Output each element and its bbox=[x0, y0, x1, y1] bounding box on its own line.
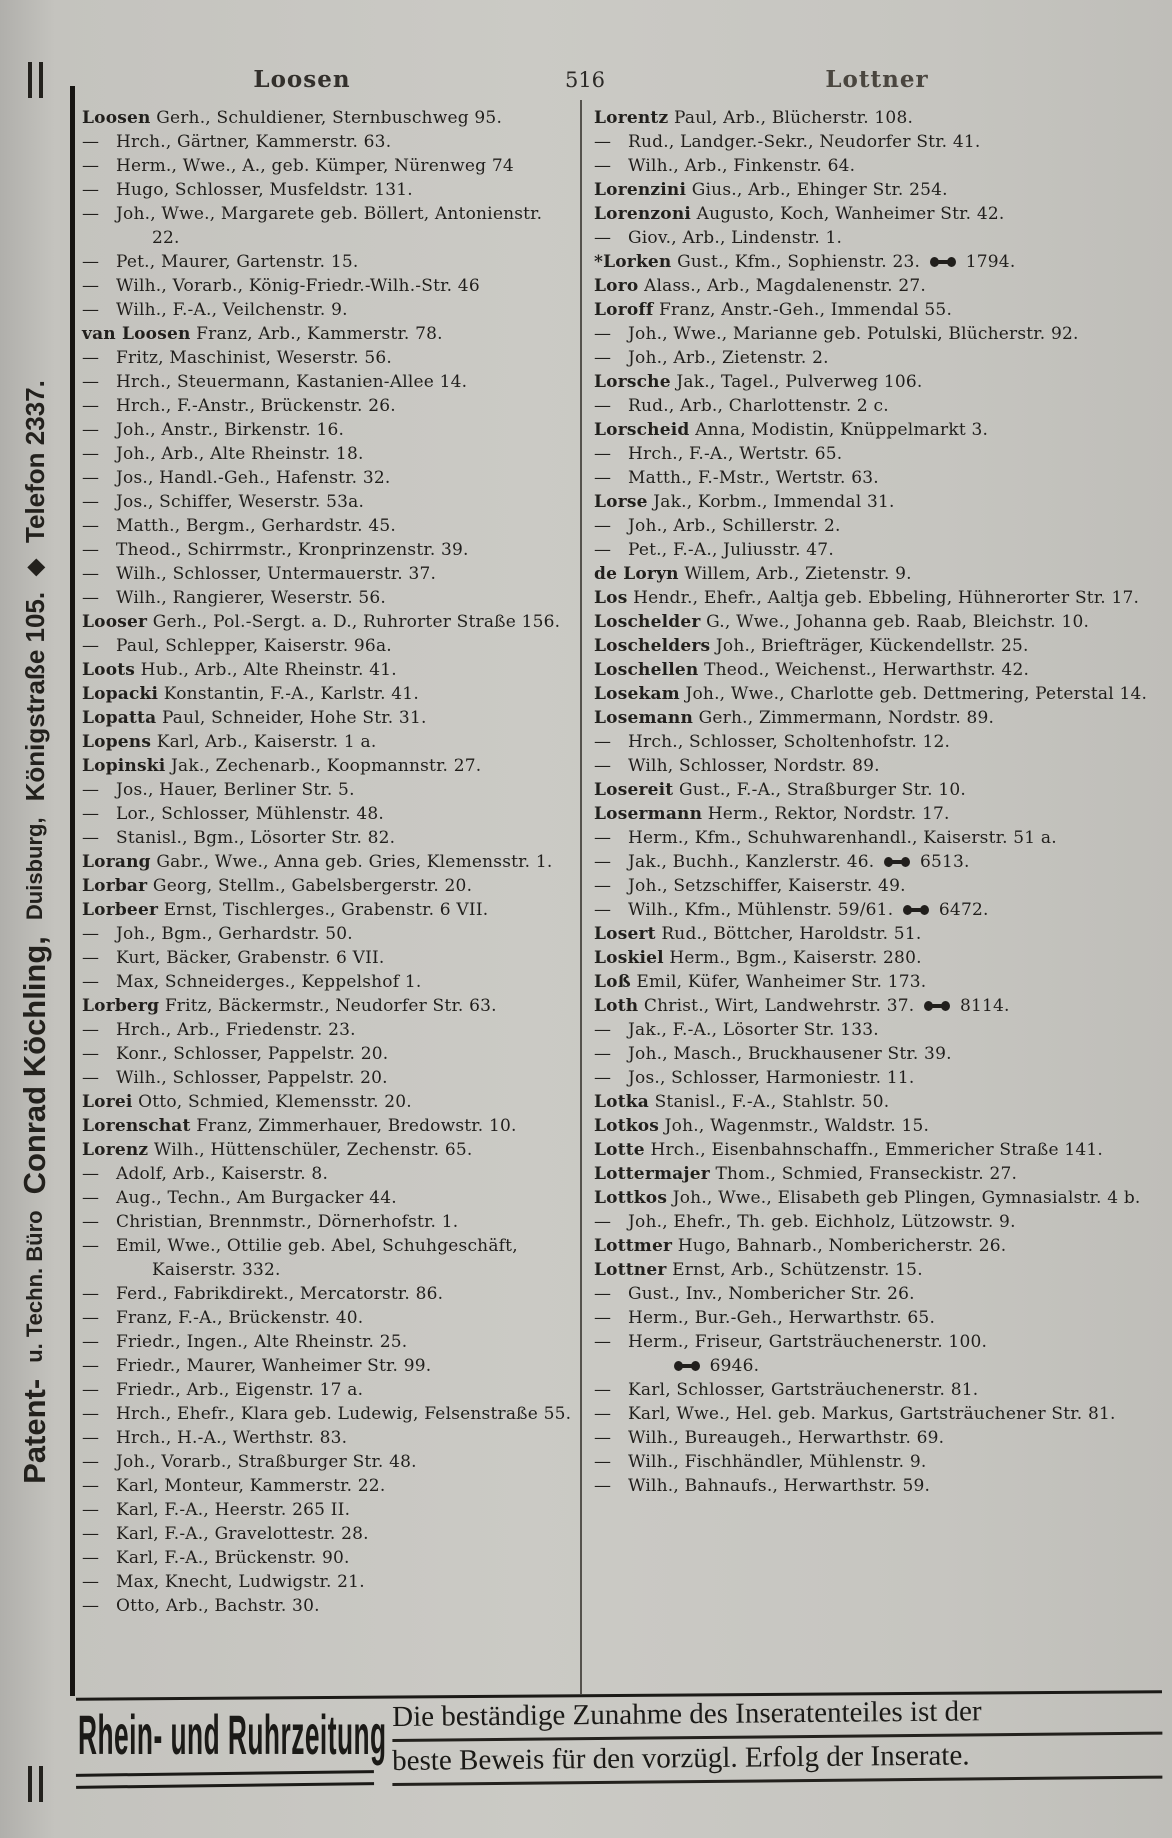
directory-entry: — Joh., Arb., Zietenstr. 2. bbox=[594, 348, 829, 368]
ditto-dash: — bbox=[82, 516, 100, 536]
telephone-icon bbox=[930, 257, 956, 267]
ditto-dash: — bbox=[594, 228, 612, 248]
surname: Lopacki bbox=[82, 684, 159, 704]
ditto-dash: — bbox=[594, 540, 612, 560]
directory-entry: — Ferd., Fabrikdirekt., Mercatorstr. 86. bbox=[82, 1284, 444, 1304]
directory-entry: — Konr., Schlosser, Pappelstr. 20. bbox=[82, 1044, 389, 1064]
directory-entry: — Theod., Schirrmstr., Kronprinzenstr. 39. bbox=[82, 540, 469, 560]
ditto-dash: — bbox=[82, 156, 100, 176]
directory-entry: — Wilh., Bahnaufs., Herwarthstr. 59. bbox=[594, 1476, 931, 1496]
directory-entry: Loots Hub., Arb., Alte Rheinstr. 41. bbox=[82, 660, 397, 680]
directory-entry: — Hrch., Arb., Friedenstr. 23. bbox=[82, 1020, 356, 1040]
ditto-dash: — bbox=[82, 1284, 100, 1304]
surname: Loschelder bbox=[594, 612, 701, 632]
sidebar-segment: Duisburg, bbox=[22, 817, 47, 921]
ditto-dash: — bbox=[82, 1476, 100, 1496]
ditto-dash: — bbox=[82, 828, 100, 848]
ditto-dash: — bbox=[594, 1476, 612, 1496]
surname: Lopatta bbox=[82, 708, 157, 728]
ditto-dash: — bbox=[82, 1524, 100, 1544]
surname: Loschelders bbox=[594, 636, 711, 656]
ditto-dash: — bbox=[82, 1212, 100, 1232]
surname: Lorbeer bbox=[82, 900, 159, 920]
directory-entry: — Matth., Bergm., Gerhardstr. 45. bbox=[82, 516, 396, 536]
directory-entry: Lotte Hrch., Eisenbahnschaffn., Emmericher Straße 141. bbox=[594, 1140, 1103, 1160]
ditto-dash: — bbox=[82, 1356, 100, 1376]
ditto-dash: — bbox=[82, 276, 100, 296]
directory-entry: Lorang Gabr., Wwe., Anna geb. Gries, Klemensstr. 1. bbox=[82, 852, 553, 872]
directory-entry: — Adolf, Arb., Kaiserstr. 8. bbox=[82, 1164, 329, 1184]
header-left-label: Loosen bbox=[253, 66, 351, 93]
surname: Loots bbox=[82, 660, 136, 680]
ditto-dash: — bbox=[82, 1404, 100, 1424]
directory-entry: Lorberg Fritz, Bäckermstr., Neudorfer Str. 63. bbox=[82, 996, 497, 1016]
directory-entry: *Lorken Gust., Kfm., Sophienstr. 23. 1794. bbox=[594, 252, 1016, 272]
directory-entry: — Herm., Bur.-Geh., Herwarthstr. 65. bbox=[594, 1308, 936, 1328]
surname: Loroff bbox=[594, 300, 654, 320]
directory-entry: — Wilh., Rangierer, Weserstr. 56. bbox=[82, 588, 387, 608]
directory-entry: Loth Christ., Wirt, Landwehrstr. 37. 8114. bbox=[594, 996, 1010, 1016]
ditto-dash: — bbox=[82, 1236, 100, 1256]
surname: Los bbox=[594, 588, 628, 608]
ditto-dash: — bbox=[82, 1068, 100, 1088]
ditto-dash: — bbox=[82, 924, 100, 944]
directory-entry: — Hrch., Schlosser, Scholtenhofstr. 12. bbox=[594, 732, 951, 752]
right-column bbox=[594, 106, 1160, 1498]
ditto-dash: — bbox=[594, 468, 612, 488]
directory-entry: Lotka Stanisl., F.-A., Stahlstr. 50. bbox=[594, 1092, 890, 1112]
directory-entry: Los Hendr., Ehefr., Aaltja geb. Ebbeling, Hühnerorter Str. 17. bbox=[594, 588, 1140, 608]
ditto-dash: — bbox=[82, 348, 100, 368]
ditto-dash: — bbox=[82, 564, 100, 584]
ditto-dash: — bbox=[594, 132, 612, 152]
ditto-dash: — bbox=[82, 1044, 100, 1064]
directory-entry: — Emil, Wwe., Ottilie geb. Abel, Schuhgeschäft, Kaiserstr. 332. bbox=[82, 1236, 518, 1280]
surname: Losekam bbox=[594, 684, 680, 704]
ditto-dash: — bbox=[82, 1428, 100, 1448]
directory-entry: — Max, Knecht, Ludwigstr. 21. bbox=[82, 1572, 365, 1592]
directory-entry: — Herm., Wwe., A., geb. Kümper, Nürenweg 74 bbox=[82, 156, 514, 176]
directory-entry: — Hrch., F.-Anstr., Brückenstr. 26. bbox=[82, 396, 396, 416]
directory-entry: — Wilh, Schlosser, Nordstr. 89. bbox=[594, 756, 880, 776]
telephone-icon bbox=[903, 905, 929, 915]
directory-entry: — Wilh., Vorarb., König-Friedr.-Wilh.-Str. 46 bbox=[82, 276, 480, 296]
surname: Loosen bbox=[82, 108, 151, 128]
directory-entry: — Rud., Landger.-Sekr., Neudorfer Str. 41. bbox=[594, 132, 981, 152]
column-divider-rule bbox=[580, 100, 582, 1694]
directory-entry: — Stanisl., Bgm., Lösorter Str. 82. bbox=[82, 828, 396, 848]
directory-entry: Losereit Gust., F.-A., Straßburger Str. 10. bbox=[594, 780, 966, 800]
ditto-dash: — bbox=[82, 1452, 100, 1472]
ditto-dash: — bbox=[82, 804, 100, 824]
directory-entry: — Wilh., Arb., Finkenstr. 64. bbox=[594, 156, 856, 176]
directory-entry: — Hrch., H.-A., Werthstr. 83. bbox=[82, 1428, 348, 1448]
directory-entry: Loschelders Joh., Briefträger, Kückendellstr. 25. bbox=[594, 636, 1029, 656]
directory-entry: — Hugo, Schlosser, Musfeldstr. 131. bbox=[82, 180, 413, 200]
directory-entry: — Pet., Maurer, Gartenstr. 15. bbox=[82, 252, 359, 272]
directory-entry: de Loryn Willem, Arb., Zietenstr. 9. bbox=[594, 564, 912, 584]
directory-entry: — Joh., Wwe., Marianne geb. Potulski, Blücherstr. 92. bbox=[594, 324, 1079, 344]
directory-entry: — Pet., F.-A., Juliusstr. 47. bbox=[594, 540, 834, 560]
surname: Lorscheid bbox=[594, 420, 690, 440]
directory-entry: — Wilh., F.-A., Veilchenstr. 9. bbox=[82, 300, 348, 320]
directory-entry: — Wilh., Schlosser, Pappelstr. 20. bbox=[82, 1068, 388, 1088]
left-column-thick-rule bbox=[70, 86, 75, 1696]
ditto-dash: — bbox=[594, 756, 612, 776]
directory-entry: — Joh., Anstr., Birkenstr. 16. bbox=[82, 420, 345, 440]
directory-entry: Lottner Ernst, Arb., Schützenstr. 15. bbox=[594, 1260, 923, 1280]
directory-entry: Losemann Gerh., Zimmermann, Nordstr. 89. bbox=[594, 708, 995, 728]
surname: Lotte bbox=[594, 1140, 645, 1160]
banner-slogan-line2: beste Beweis für den vorzügl. Erfolg der Inserate. bbox=[392, 1735, 1162, 1786]
header-right-label: Lottner bbox=[825, 66, 929, 93]
ditto-dash: — bbox=[82, 540, 100, 560]
ditto-dash: — bbox=[594, 1020, 612, 1040]
ditto-dash: — bbox=[594, 900, 612, 920]
ditto-dash: — bbox=[594, 1212, 612, 1232]
surname: Loschellen bbox=[594, 660, 699, 680]
surname: Loro bbox=[594, 276, 639, 296]
sidebar-rotated-text bbox=[0, 62, 70, 1802]
ditto-dash: — bbox=[594, 516, 612, 536]
ditto-dash: — bbox=[82, 396, 100, 416]
directory-entry: Lorse Jak., Korbm., Immendal 31. bbox=[594, 492, 895, 512]
ditto-dash: — bbox=[82, 1020, 100, 1040]
surname: Lopinski bbox=[82, 756, 166, 776]
sidebar-segment: Königstraße 105. bbox=[19, 591, 50, 802]
ditto-dash: — bbox=[82, 1572, 100, 1592]
ditto-dash: — bbox=[82, 1380, 100, 1400]
ditto-dash: — bbox=[594, 1404, 612, 1424]
telephone-number: 6472. bbox=[933, 900, 989, 920]
banner-slogan bbox=[392, 1695, 1162, 1786]
ditto-dash: — bbox=[594, 444, 612, 464]
surname: Lottner bbox=[594, 1260, 667, 1280]
surname: Lorsche bbox=[594, 372, 671, 392]
surname: Lotkos bbox=[594, 1116, 660, 1136]
ditto-dash: — bbox=[594, 1428, 612, 1448]
directory-entry: — Christian, Brennmstr., Dörnerhofstr. 1. bbox=[82, 1212, 459, 1232]
directory-entry: Lorenschat Franz, Zimmerhauer, Bredowstr. 10. bbox=[82, 1116, 517, 1136]
directory-entry: — Friedr., Maurer, Wanheimer Str. 99. bbox=[82, 1356, 432, 1376]
directory-entry: — Lor., Schlosser, Mühlenstr. 48. bbox=[82, 804, 384, 824]
directory-entry: Loskiel Herm., Bgm., Kaiserstr. 280. bbox=[594, 948, 922, 968]
surname: Losermann bbox=[594, 804, 703, 824]
ditto-dash: — bbox=[594, 1332, 612, 1352]
ditto-dash: — bbox=[82, 372, 100, 392]
ditto-dash: — bbox=[82, 492, 100, 512]
directory-entry: Lotkos Joh., Wagenmstr., Waldstr. 15. bbox=[594, 1116, 930, 1136]
ditto-dash: — bbox=[82, 180, 100, 200]
directory-entry: Looser Gerh., Pol.-Sergt. a. D., Ruhrorter Straße 156. bbox=[82, 612, 561, 632]
directory-entry: — Joh., Bgm., Gerhardstr. 50. bbox=[82, 924, 353, 944]
directory-entry: Loroff Franz, Anstr.-Geh., Immendal 55. bbox=[594, 300, 953, 320]
directory-entry: — Joh., Ehefr., Th. geb. Eichholz, Lützowstr. 9. bbox=[594, 1212, 1016, 1232]
surname: Lorenz bbox=[82, 1140, 149, 1160]
directory-entry: — Wilh., Bureaugeh., Herwarthstr. 69. bbox=[594, 1428, 945, 1448]
directory-entry: — Fritz, Maschinist, Weserstr. 56. bbox=[82, 348, 392, 368]
left-column bbox=[82, 106, 574, 1618]
directory-entry: — Gust., Inv., Nombericher Str. 26. bbox=[594, 1284, 915, 1304]
ditto-dash: — bbox=[82, 972, 100, 992]
surname: Lorberg bbox=[82, 996, 160, 1016]
sidebar-double-rule-bottom bbox=[28, 1766, 43, 1802]
surname: Looser bbox=[82, 612, 148, 632]
surname: Lottkos bbox=[594, 1188, 668, 1208]
telephone-icon bbox=[674, 1361, 700, 1371]
directory-entry: — Jos., Handl.-Geh., Hafenstr. 32. bbox=[82, 468, 391, 488]
directory-entry: — Joh., Arb., Schillerstr. 2. bbox=[594, 516, 841, 536]
ditto-dash: — bbox=[82, 444, 100, 464]
directory-entry: — Karl, F.-A., Brückenstr. 90. bbox=[82, 1548, 350, 1568]
directory-entry: — Max, Schneiderges., Keppelshof 1. bbox=[82, 972, 422, 992]
telephone-number: 8114. bbox=[954, 996, 1010, 1016]
directory-entry: — Karl, Monteur, Kammerstr. 22. bbox=[82, 1476, 386, 1496]
directory-entry: — Jos., Schlosser, Harmoniestr. 11. bbox=[594, 1068, 915, 1088]
ditto-dash: — bbox=[82, 468, 100, 488]
directory-entry: — Hrch., Steuermann, Kastanien-Allee 14. bbox=[82, 372, 468, 392]
ditto-dash: — bbox=[594, 732, 612, 752]
surname: de Loryn bbox=[594, 564, 679, 584]
directory-entry: Losert Rud., Böttcher, Haroldstr. 51. bbox=[594, 924, 922, 944]
directory-entry: Lopens Karl, Arb., Kaiserstr. 1 a. bbox=[82, 732, 377, 752]
directory-entry: Lorscheid Anna, Modistin, Knüppelmarkt 3. bbox=[594, 420, 989, 440]
directory-entry: — Joh., Arb., Alte Rheinstr. 18. bbox=[82, 444, 364, 464]
directory-entry: Lopatta Paul, Schneider, Hohe Str. 31. bbox=[82, 708, 427, 728]
directory-entry: — Jak., Buchh., Kanzlerstr. 46. 6513. bbox=[594, 852, 970, 872]
surname: Lorbar bbox=[82, 876, 148, 896]
directory-entry: Lorsche Jak., Tagel., Pulverweg 106. bbox=[594, 372, 923, 392]
surname: Lotka bbox=[594, 1092, 649, 1112]
directory-entry: — Joh., Wwe., Margarete geb. Böllert, Antonienstr. 22. bbox=[82, 204, 543, 248]
newspaper-logo-underline bbox=[76, 1770, 374, 1789]
directory-entry: Losekam Joh., Wwe., Charlotte geb. Dettmering, Peterstal 14. bbox=[594, 684, 1148, 704]
sidebar-segment: Conrad Köchling, bbox=[17, 936, 52, 1195]
ditto-dash: — bbox=[82, 1188, 100, 1208]
directory-entry: Loschelder G., Wwe., Johanna geb. Raab, Bleichstr. 10. bbox=[594, 612, 1090, 632]
ditto-dash: — bbox=[82, 300, 100, 320]
ditto-dash: — bbox=[82, 636, 100, 656]
directory-entry: — Matth., F.-Mstr., Wertstr. 63. bbox=[594, 468, 879, 488]
sidebar-double-rule-top bbox=[28, 62, 43, 98]
newspaper-logo: Rhein- und Ruhrzeitung bbox=[78, 1703, 387, 1766]
ditto-dash: — bbox=[82, 948, 100, 968]
directory-entry: — Friedr., Arb., Eigenstr. 17 a. bbox=[82, 1380, 364, 1400]
directory-entry: — Jos., Hauer, Berliner Str. 5. bbox=[82, 780, 355, 800]
directory-entry: Lorbar Georg, Stellm., Gabelsbergerstr. 20. bbox=[82, 876, 473, 896]
directory-entry: Lorenzini Gius., Arb., Ehinger Str. 254. bbox=[594, 180, 948, 200]
ditto-dash: — bbox=[82, 204, 100, 224]
ditto-dash: — bbox=[594, 1284, 612, 1304]
directory-entry: Loosen Gerh., Schuldiener, Sternbuschweg 95. bbox=[82, 108, 503, 128]
sidebar-text bbox=[17, 98, 53, 1766]
directory-entry: Lorei Otto, Schmied, Klemensstr. 20. bbox=[82, 1092, 412, 1112]
ditto-dash: — bbox=[82, 1308, 100, 1328]
directory-entry: — Otto, Arb., Bachstr. 30. bbox=[82, 1596, 320, 1616]
ditto-dash: — bbox=[82, 1500, 100, 1520]
directory-entry: — Hrch., Gärtner, Kammerstr. 63. bbox=[82, 132, 392, 152]
surname: Lorenzoni bbox=[594, 204, 692, 224]
ditto-dash: — bbox=[82, 252, 100, 272]
surname: Lorang bbox=[82, 852, 151, 872]
surname: Losereit bbox=[594, 780, 674, 800]
ditto-dash: — bbox=[594, 156, 612, 176]
surname: *Lorken bbox=[594, 252, 672, 272]
directory-entry: — Giov., Arb., Lindenstr. 1. bbox=[594, 228, 843, 248]
telephone-icon bbox=[924, 1001, 950, 1011]
directory-entry: van Loosen Franz, Arb., Kammerstr. 78. bbox=[82, 324, 443, 344]
ditto-dash: — bbox=[82, 132, 100, 152]
directory-entry: — Herm., Friseur, Gartsträuchenerstr. 100. 6946. bbox=[594, 1332, 988, 1376]
ditto-dash: — bbox=[82, 1596, 100, 1616]
directory-entry: — Hrch., Ehefr., Klara geb. Ludewig, Felsenstraße 55. bbox=[82, 1404, 572, 1424]
directory-entry: — Karl, F.-A., Heerstr. 265 II. bbox=[82, 1500, 351, 1520]
surname: Loß bbox=[594, 972, 631, 992]
sidebar-segment: u. Techn. Büro bbox=[22, 1210, 47, 1363]
surname: Losemann bbox=[594, 708, 694, 728]
directory-entry: Lottermajer Thom., Schmied, Franseckistr. 27. bbox=[594, 1164, 1018, 1184]
directory-entry: Loß Emil, Küfer, Wanheimer Str. 173. bbox=[594, 972, 927, 992]
surname: Lorse bbox=[594, 492, 648, 512]
surname: Loth bbox=[594, 996, 639, 1016]
diamond-separator-icon: ◆ bbox=[22, 558, 47, 576]
directory-entry: — Wilh., Kfm., Mühlenstr. 59/61. 6472. bbox=[594, 900, 989, 920]
ditto-dash: — bbox=[594, 852, 612, 872]
ditto-dash: — bbox=[594, 876, 612, 896]
ditto-dash: — bbox=[82, 1548, 100, 1568]
surname: van Loosen bbox=[82, 324, 191, 344]
page-number: 516 bbox=[564, 68, 606, 92]
ditto-dash: — bbox=[82, 588, 100, 608]
sidebar-advertisement bbox=[0, 62, 70, 1802]
ditto-dash: — bbox=[82, 1332, 100, 1352]
surname: Lorenschat bbox=[82, 1116, 191, 1136]
surname: Lottermajer bbox=[594, 1164, 710, 1184]
directory-entry: Loro Alass., Arb., Magdalenenstr. 27. bbox=[594, 276, 926, 296]
ditto-dash: — bbox=[594, 348, 612, 368]
ditto-dash: — bbox=[594, 1380, 612, 1400]
directory-entry: — Karl, Wwe., Hel. geb. Markus, Gartsträuchener Str. 81. bbox=[594, 1404, 1116, 1424]
ditto-dash: — bbox=[594, 1452, 612, 1472]
surname: Loskiel bbox=[594, 948, 664, 968]
directory-entry: — Aug., Techn., Am Burgacker 44. bbox=[82, 1188, 397, 1208]
directory-entry: — Karl, F.-A., Gravelottestr. 28. bbox=[82, 1524, 369, 1544]
ditto-dash: — bbox=[594, 1044, 612, 1064]
banner-slogan-line1: Die beständige Zunahme des Inseratenteiles ist der bbox=[392, 1691, 1162, 1742]
ditto-dash: — bbox=[594, 324, 612, 344]
directory-entry: Lorenzoni Augusto, Koch, Wanheimer Str. 42. bbox=[594, 204, 1005, 224]
directory-entry: Lorenz Wilh., Hüttenschüler, Zechenstr. 65. bbox=[82, 1140, 473, 1160]
directory-entry: — Wilh., Fischhändler, Mühlenstr. 9. bbox=[594, 1452, 927, 1472]
directory-entry: Losermann Herm., Rektor, Nordstr. 17. bbox=[594, 804, 950, 824]
surname: Lorentz bbox=[594, 108, 669, 128]
telephone-number: 6946. bbox=[704, 1356, 760, 1376]
directory-entry: — Kurt, Bäcker, Grabenstr. 6 VII. bbox=[82, 948, 385, 968]
directory-entry: — Hrch., F.-A., Wertstr. 65. bbox=[594, 444, 843, 464]
directory-entry: Lopinski Jak., Zechenarb., Koopmannstr. 27. bbox=[82, 756, 482, 776]
directory-entry: — Joh., Setzschiffer, Kaiserstr. 49. bbox=[594, 876, 906, 896]
surname: Lorei bbox=[82, 1092, 133, 1112]
directory-entry: — Joh., Masch., Bruckhausener Str. 39. bbox=[594, 1044, 952, 1064]
directory-entry: — Wilh., Schlosser, Untermauerstr. 37. bbox=[82, 564, 437, 584]
directory-entry: Lottmer Hugo, Bahnarb., Nombericherstr. 26. bbox=[594, 1236, 1007, 1256]
telephone-number: 1794. bbox=[960, 252, 1016, 272]
surname: Lopens bbox=[82, 732, 152, 752]
directory-entry: — Friedr., Ingen., Alte Rheinstr. 25. bbox=[82, 1332, 408, 1352]
directory-entry: Loschellen Theod., Weichenst., Herwarthstr. 42. bbox=[594, 660, 1030, 680]
directory-entry: — Franz, F.-A., Brückenstr. 40. bbox=[82, 1308, 364, 1328]
directory-entry: — Herm., Kfm., Schuhwarenhandl., Kaiserstr. 51 a. bbox=[594, 828, 1057, 848]
directory-entry: — Paul, Schlepper, Kaiserstr. 96a. bbox=[82, 636, 392, 656]
surname: Lorenzini bbox=[594, 180, 687, 200]
directory-entry: — Rud., Arb., Charlottenstr. 2 c. bbox=[594, 396, 889, 416]
sidebar-segment: Telefon 2337. bbox=[19, 380, 50, 543]
ditto-dash: — bbox=[594, 828, 612, 848]
directory-entry: — Joh., Vorarb., Straßburger Str. 48. bbox=[82, 1452, 417, 1472]
sidebar-segment: Patent- bbox=[17, 1378, 52, 1484]
directory-entry: — Karl, Schlosser, Gartsträuchenerstr. 81. bbox=[594, 1380, 979, 1400]
ditto-dash: — bbox=[82, 420, 100, 440]
surname: Lottmer bbox=[594, 1236, 673, 1256]
ditto-dash: — bbox=[594, 1068, 612, 1088]
ditto-dash: — bbox=[82, 780, 100, 800]
surname: Losert bbox=[594, 924, 656, 944]
directory-entry: Lorbeer Ernst, Tischlerges., Grabenstr. 6 VII. bbox=[82, 900, 489, 920]
telephone-icon bbox=[884, 857, 910, 867]
telephone-number: 6513. bbox=[914, 852, 970, 872]
directory-entry: — Jak., F.-A., Lösorter Str. 133. bbox=[594, 1020, 879, 1040]
directory-entry: — Jos., Schiffer, Weserstr. 53a. bbox=[82, 492, 365, 512]
directory-entry: Lorentz Paul, Arb., Blücherstr. 108. bbox=[594, 108, 914, 128]
ditto-dash: — bbox=[82, 1164, 100, 1184]
directory-entry: Lopacki Konstantin, F.-A., Karlstr. 41. bbox=[82, 684, 419, 704]
ditto-dash: — bbox=[594, 396, 612, 416]
ditto-dash: — bbox=[594, 1308, 612, 1328]
directory-entry: Lottkos Joh., Wwe., Elisabeth geb Plingen, Gymnasialstr. 4 b. bbox=[594, 1188, 1141, 1208]
